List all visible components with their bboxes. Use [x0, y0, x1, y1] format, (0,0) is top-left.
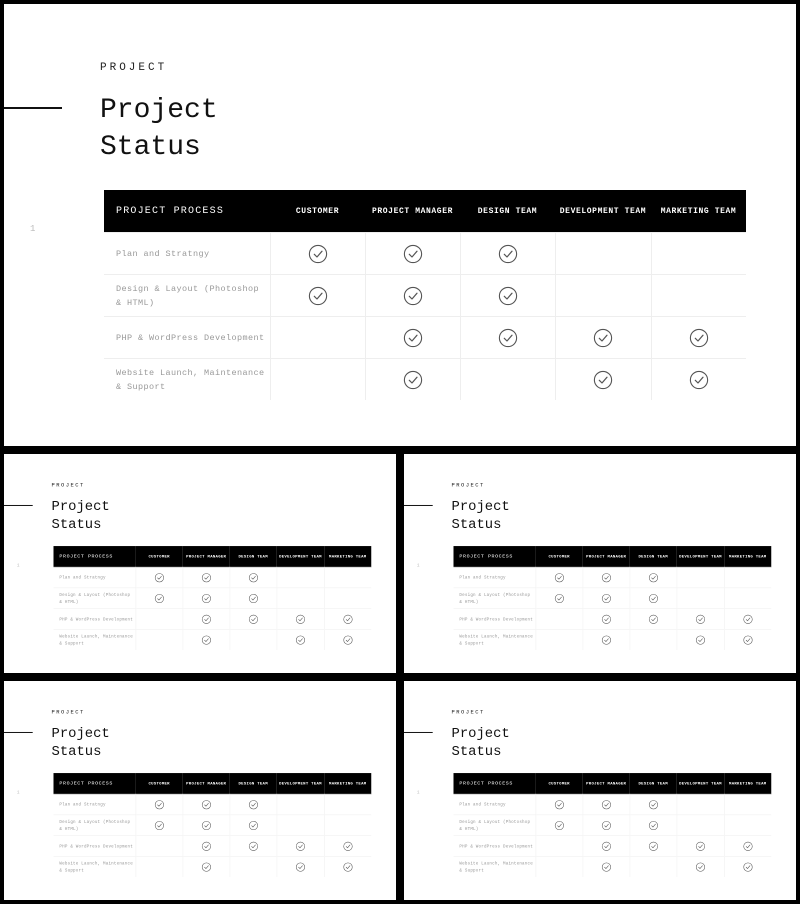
table-row	[104, 275, 746, 317]
slide-title	[452, 498, 510, 535]
accent-rule	[404, 732, 433, 733]
status-cell	[555, 317, 651, 359]
header-customer: CUSTOMER	[536, 546, 583, 567]
status-table	[53, 773, 371, 877]
header-project-process: PROJECT PROCESS	[53, 773, 135, 794]
slide-number: 1	[416, 562, 420, 568]
process-label: Website Launch, Maintenance & Support	[453, 629, 535, 650]
header-development-team: DEVELOPMENT TEAM	[555, 190, 651, 233]
status-cell	[583, 856, 630, 877]
status-cell	[536, 815, 583, 836]
status-cell	[555, 233, 651, 275]
status-cell	[724, 567, 771, 588]
header-project-manager: PROJECT MANAGER	[183, 546, 230, 567]
process-label: Website Launch, Maintenance & Support	[53, 629, 135, 650]
status-cell	[583, 609, 630, 630]
slide-number: 1	[16, 562, 20, 568]
status-table	[453, 773, 771, 877]
check-circle-icon	[498, 286, 518, 306]
status-cell	[724, 856, 771, 877]
check-circle-icon	[343, 862, 353, 872]
process-label: Design & Layout (Photoshop & HTML)	[53, 588, 135, 609]
header-design-team: DESIGN TEAM	[230, 546, 277, 567]
check-circle-icon	[689, 370, 709, 390]
status-cell	[460, 233, 555, 275]
check-circle-icon	[296, 841, 306, 851]
table-row	[453, 567, 771, 588]
status-cell	[677, 567, 725, 588]
check-circle-icon	[648, 593, 658, 603]
status-cell	[583, 629, 630, 650]
status-cell	[460, 317, 555, 359]
status-cell	[230, 794, 277, 815]
table-row	[453, 794, 771, 815]
slide-number: 1	[16, 789, 20, 795]
eyebrow-label: PROJECT	[451, 482, 485, 489]
check-circle-icon	[498, 328, 518, 348]
status-cell	[183, 836, 230, 857]
check-circle-icon	[648, 800, 658, 810]
check-circle-icon	[498, 244, 518, 264]
title-line-2: Status	[51, 517, 102, 533]
status-cell	[136, 588, 183, 609]
status-cell	[183, 588, 230, 609]
header-project-process: PROJECT PROCESS	[453, 773, 535, 794]
status-cell	[277, 836, 325, 857]
status-cell	[324, 629, 371, 650]
slide-number: 1	[30, 224, 36, 234]
header-customer: CUSTOMER	[136, 773, 183, 794]
slide-preview-main[interactable]	[4, 4, 796, 446]
accent-rule	[4, 107, 62, 109]
check-circle-icon	[201, 593, 211, 603]
check-circle-icon	[648, 820, 658, 830]
status-cell	[677, 815, 725, 836]
status-cell	[536, 856, 583, 877]
check-circle-icon	[248, 820, 258, 830]
eyebrow-label: PROJECT	[51, 709, 85, 716]
table-header-row	[53, 773, 371, 794]
status-cell	[536, 794, 583, 815]
check-circle-icon	[201, 820, 211, 830]
table-row	[53, 836, 371, 857]
status-cell	[277, 567, 325, 588]
status-cell	[277, 815, 325, 836]
table-row	[53, 588, 371, 609]
status-cell	[230, 856, 277, 877]
header-design-team: DESIGN TEAM	[460, 190, 555, 233]
status-cell	[270, 233, 365, 275]
status-cell	[724, 836, 771, 857]
status-cell	[365, 233, 460, 275]
status-cell	[230, 609, 277, 630]
slide-title	[52, 498, 110, 535]
check-circle-icon	[248, 841, 258, 851]
status-cell	[183, 567, 230, 588]
status-cell	[460, 359, 555, 401]
check-circle-icon	[154, 573, 164, 583]
accent-rule	[4, 732, 33, 733]
status-cell	[583, 794, 630, 815]
table-header-row	[453, 773, 771, 794]
status-cell	[136, 567, 183, 588]
status-cell	[365, 275, 460, 317]
check-circle-icon	[601, 614, 611, 624]
table-row	[53, 629, 371, 650]
header-marketing-team: MARKETING TEAM	[724, 773, 771, 794]
status-cell	[136, 836, 183, 857]
status-cell	[536, 629, 583, 650]
table-row	[53, 815, 371, 836]
header-development-team: DEVELOPMENT TEAM	[277, 773, 325, 794]
eyebrow-label: PROJECT	[100, 62, 168, 74]
status-cell	[230, 629, 277, 650]
status-cell	[677, 629, 725, 650]
slide-thumbnail-2[interactable]	[404, 454, 796, 673]
status-cell	[677, 609, 725, 630]
table-row	[104, 317, 746, 359]
check-circle-icon	[296, 862, 306, 872]
process-label: Plan and Stratngy	[53, 567, 135, 588]
status-cell	[183, 794, 230, 815]
process-label: Website Launch, Maintenance & Support	[53, 856, 135, 877]
header-development-team: DEVELOPMENT TEAM	[677, 773, 725, 794]
status-cell	[536, 609, 583, 630]
check-circle-icon	[554, 593, 564, 603]
check-circle-icon	[343, 841, 353, 851]
status-cell	[583, 588, 630, 609]
status-cell	[324, 836, 371, 857]
status-cell	[136, 794, 183, 815]
status-cell	[324, 567, 371, 588]
process-label: Design & Layout (Photoshop & HTML)	[453, 588, 535, 609]
status-cell	[136, 609, 183, 630]
status-cell	[630, 856, 677, 877]
status-cell	[277, 588, 325, 609]
check-circle-icon	[601, 573, 611, 583]
process-label: Website Launch, Maintenance & Support	[453, 856, 535, 877]
check-circle-icon	[248, 614, 258, 624]
table-header-row	[104, 190, 746, 233]
status-cell	[630, 815, 677, 836]
process-label: PHP & WordPress Development	[453, 609, 535, 630]
status-cell	[651, 317, 746, 359]
check-circle-icon	[554, 820, 564, 830]
status-cell	[677, 794, 725, 815]
check-circle-icon	[601, 800, 611, 810]
check-circle-icon	[343, 635, 353, 645]
title-line-2: Status	[451, 517, 502, 533]
process-label: Plan and Stratngy	[53, 794, 135, 815]
check-circle-icon	[308, 244, 328, 264]
table-row	[453, 588, 771, 609]
slide-thumbnail-1[interactable]	[4, 454, 396, 673]
status-cell	[677, 588, 725, 609]
status-cell	[324, 856, 371, 877]
check-circle-icon	[689, 328, 709, 348]
check-circle-icon	[593, 370, 613, 390]
status-cell	[277, 629, 325, 650]
status-cell	[230, 815, 277, 836]
title-line-2: Status	[100, 132, 201, 163]
check-circle-icon	[201, 841, 211, 851]
check-circle-icon	[696, 841, 706, 851]
check-circle-icon	[696, 614, 706, 624]
status-table	[53, 546, 371, 650]
status-cell	[230, 567, 277, 588]
slide-title	[452, 725, 510, 762]
table-row	[53, 567, 371, 588]
check-circle-icon	[296, 614, 306, 624]
status-cell	[136, 629, 183, 650]
eyebrow-label: PROJECT	[51, 482, 85, 489]
check-circle-icon	[201, 800, 211, 810]
process-label: Design & Layout (Photoshop & HTML)	[53, 815, 135, 836]
status-cell	[536, 836, 583, 857]
check-circle-icon	[201, 614, 211, 624]
check-circle-icon	[201, 862, 211, 872]
accent-rule	[404, 505, 433, 506]
table-header-row	[453, 546, 771, 567]
check-circle-icon	[601, 862, 611, 872]
check-circle-icon	[296, 635, 306, 645]
status-cell	[277, 609, 325, 630]
header-marketing-team: MARKETING TEAM	[324, 546, 371, 567]
check-circle-icon	[648, 841, 658, 851]
table-row	[453, 836, 771, 857]
title-line-1: Project	[51, 726, 110, 742]
status-cell	[555, 275, 651, 317]
table-row	[104, 359, 746, 401]
check-circle-icon	[743, 614, 753, 624]
check-circle-icon	[201, 573, 211, 583]
status-cell	[230, 588, 277, 609]
header-design-team: DESIGN TEAM	[630, 773, 677, 794]
status-cell	[324, 588, 371, 609]
check-circle-icon	[601, 820, 611, 830]
process-label: Plan and Stratngy	[104, 233, 270, 275]
check-circle-icon	[601, 841, 611, 851]
table-row	[453, 856, 771, 877]
check-circle-icon	[696, 635, 706, 645]
header-project-manager: PROJECT MANAGER	[583, 546, 630, 567]
check-circle-icon	[743, 635, 753, 645]
table-row	[104, 233, 746, 275]
check-circle-icon	[601, 635, 611, 645]
check-circle-icon	[554, 800, 564, 810]
table-row	[453, 629, 771, 650]
check-circle-icon	[743, 841, 753, 851]
status-cell	[270, 359, 365, 401]
check-circle-icon	[201, 635, 211, 645]
header-marketing-team: MARKETING TEAM	[324, 773, 371, 794]
slide-title	[100, 92, 218, 166]
check-circle-icon	[648, 614, 658, 624]
status-cell	[583, 567, 630, 588]
check-circle-icon	[648, 573, 658, 583]
process-label: Plan and Stratngy	[453, 567, 535, 588]
check-circle-icon	[154, 820, 164, 830]
status-cell	[183, 815, 230, 836]
check-circle-icon	[554, 573, 564, 583]
slide-thumbnail-4[interactable]	[404, 681, 796, 900]
status-cell	[583, 815, 630, 836]
check-circle-icon	[601, 593, 611, 603]
header-project-manager: PROJECT MANAGER	[365, 190, 460, 233]
header-project-process: PROJECT PROCESS	[453, 546, 535, 567]
title-line-1: Project	[100, 95, 218, 126]
status-cell	[651, 359, 746, 401]
table-row	[53, 794, 371, 815]
process-label: Design & Layout (Photoshop & HTML)	[453, 815, 535, 836]
status-cell	[677, 856, 725, 877]
status-cell	[724, 629, 771, 650]
title-line-1: Project	[51, 499, 110, 515]
check-circle-icon	[403, 244, 423, 264]
header-customer: CUSTOMER	[270, 190, 365, 233]
process-label: PHP & WordPress Development	[53, 836, 135, 857]
status-table	[104, 190, 746, 400]
status-cell	[630, 588, 677, 609]
table-row	[453, 609, 771, 630]
header-design-team: DESIGN TEAM	[630, 546, 677, 567]
header-project-process: PROJECT PROCESS	[53, 546, 135, 567]
slide-thumbnail-3[interactable]	[4, 681, 396, 900]
header-marketing-team: MARKETING TEAM	[724, 546, 771, 567]
status-cell	[724, 588, 771, 609]
title-line-1: Project	[451, 726, 510, 742]
check-circle-icon	[593, 328, 613, 348]
process-label: PHP & WordPress Development	[53, 609, 135, 630]
process-label: PHP & WordPress Development	[453, 836, 535, 857]
status-cell	[630, 794, 677, 815]
status-cell	[583, 836, 630, 857]
status-cell	[365, 317, 460, 359]
header-customer: CUSTOMER	[136, 546, 183, 567]
process-label: Website Launch, Maintenance & Support	[104, 359, 270, 401]
table-header-row	[53, 546, 371, 567]
status-cell	[136, 815, 183, 836]
header-customer: CUSTOMER	[536, 773, 583, 794]
check-circle-icon	[403, 286, 423, 306]
status-cell	[630, 567, 677, 588]
check-circle-icon	[154, 593, 164, 603]
check-circle-icon	[248, 593, 258, 603]
status-cell	[630, 629, 677, 650]
table-row	[453, 815, 771, 836]
check-circle-icon	[154, 800, 164, 810]
status-cell	[136, 856, 183, 877]
status-cell	[324, 815, 371, 836]
check-circle-icon	[403, 328, 423, 348]
header-project-manager: PROJECT MANAGER	[583, 773, 630, 794]
check-circle-icon	[343, 614, 353, 624]
status-cell	[230, 836, 277, 857]
header-marketing-team: MARKETING TEAM	[651, 190, 746, 233]
check-circle-icon	[248, 800, 258, 810]
process-label: Plan and Stratngy	[453, 794, 535, 815]
status-cell	[324, 609, 371, 630]
status-cell	[555, 359, 651, 401]
status-cell	[677, 836, 725, 857]
header-development-team: DEVELOPMENT TEAM	[277, 546, 325, 567]
status-cell	[651, 233, 746, 275]
status-cell	[324, 794, 371, 815]
status-cell	[651, 275, 746, 317]
check-circle-icon	[308, 286, 328, 306]
process-label: Design & Layout (Photoshop & HTML)	[104, 275, 270, 317]
title-line-2: Status	[451, 744, 502, 760]
slide-title	[52, 725, 110, 762]
title-line-1: Project	[451, 499, 510, 515]
status-cell	[277, 794, 325, 815]
header-design-team: DESIGN TEAM	[230, 773, 277, 794]
check-circle-icon	[248, 573, 258, 583]
check-circle-icon	[696, 862, 706, 872]
status-cell	[365, 359, 460, 401]
status-cell	[183, 856, 230, 877]
header-development-team: DEVELOPMENT TEAM	[677, 546, 725, 567]
status-cell	[460, 275, 555, 317]
status-cell	[536, 588, 583, 609]
status-cell	[724, 794, 771, 815]
status-cell	[270, 317, 365, 359]
title-line-2: Status	[51, 744, 102, 760]
header-project-process: PROJECT PROCESS	[104, 190, 270, 233]
status-cell	[270, 275, 365, 317]
status-cell	[630, 836, 677, 857]
slide-number: 1	[416, 789, 420, 795]
status-cell	[277, 856, 325, 877]
status-table	[453, 546, 771, 650]
table-row	[53, 609, 371, 630]
accent-rule	[4, 505, 33, 506]
status-cell	[724, 609, 771, 630]
status-cell	[183, 629, 230, 650]
status-cell	[536, 567, 583, 588]
check-circle-icon	[403, 370, 423, 390]
status-cell	[183, 609, 230, 630]
header-project-manager: PROJECT MANAGER	[183, 773, 230, 794]
check-circle-icon	[743, 862, 753, 872]
process-label: PHP & WordPress Development	[104, 317, 270, 359]
table-row	[53, 856, 371, 877]
status-cell	[724, 815, 771, 836]
eyebrow-label: PROJECT	[451, 709, 485, 716]
status-cell	[630, 609, 677, 630]
